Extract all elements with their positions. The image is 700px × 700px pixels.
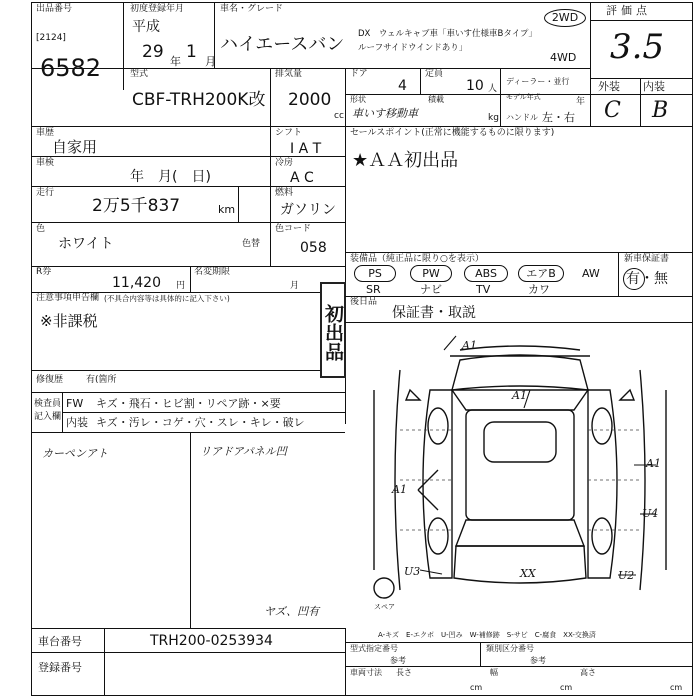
first-listing-stamp-text: 初出品: [322, 303, 344, 361]
model-year-unit: 年: [576, 97, 586, 107]
repair-label: 修復歴: [36, 375, 64, 385]
displacement: 2000: [288, 90, 332, 110]
category-label: 類別区分番号: [486, 644, 534, 653]
divider: [480, 642, 481, 666]
diag-a1-top: A1: [462, 339, 477, 352]
dim-width-label: 幅: [490, 668, 498, 677]
divider: [62, 412, 345, 413]
chassis-no: TRH200-0253934: [150, 633, 273, 649]
reg-no-label: 登録番号: [38, 661, 82, 674]
hand-note-2: リアドアパネル凹: [200, 445, 287, 458]
lot-no: 6582: [40, 54, 102, 82]
divider: [590, 94, 693, 95]
grade-line2: ルーフサイドウインドあり」: [358, 43, 468, 53]
usage: 自家用: [52, 138, 98, 156]
divider: [31, 266, 345, 267]
interior-grade: B: [652, 98, 669, 123]
equip-sr: SR: [366, 283, 381, 296]
divider: [104, 628, 105, 696]
capacity-label: 定員: [425, 69, 444, 79]
sales-point: ★ＡＡ初出品: [352, 150, 459, 171]
insp-fw-items: キズ・飛石・ヒビ割・リペア跡・×要: [96, 397, 281, 410]
model-year-label: モデル年式: [506, 93, 541, 101]
hand-note-1: カーペンアト: [42, 447, 108, 460]
divider: [31, 126, 693, 127]
cm-unit-2: cm: [560, 683, 573, 692]
equip-pw: [410, 265, 452, 282]
warranty-yes-circle: [623, 268, 645, 290]
era: 平成: [132, 19, 160, 35]
divider: [590, 78, 693, 79]
dealer-label: ディーラー・並行: [506, 77, 570, 86]
insp-in: 内装: [66, 416, 88, 429]
divider: [345, 642, 693, 643]
diag-u3: U3: [404, 565, 421, 578]
ref-label-2: 参考: [530, 656, 546, 665]
car-name: ハイエースバン: [220, 34, 345, 55]
diag-u2: U2: [618, 569, 635, 582]
dim-height-label: 高さ: [580, 668, 596, 677]
divider: [214, 2, 215, 68]
divider: [31, 370, 320, 371]
divider: [270, 126, 271, 266]
year-unit: 年: [170, 55, 181, 68]
exterior-label: 外装: [598, 80, 620, 93]
drive-2wd-circled: [544, 9, 586, 27]
divider: [345, 628, 346, 696]
ac: A C: [290, 170, 314, 186]
lot-no-label: 出品番号: [36, 4, 73, 14]
warranty-value: 有・無: [626, 271, 668, 287]
divider: [345, 94, 590, 95]
mileage: 2万5千837: [92, 196, 181, 216]
interior-label: 内装: [643, 80, 665, 93]
equip-tv: TV: [476, 283, 491, 296]
color-code: 058: [300, 240, 327, 256]
diag-a1-hood: A1: [512, 389, 527, 402]
equipment-label: 装備品（純正品に限り○を表示）: [350, 254, 484, 264]
divider: [31, 186, 345, 187]
displacement-label: 排気量: [275, 69, 303, 79]
cc-unit: cc: [334, 111, 344, 121]
divider: [270, 68, 271, 126]
cm-unit-3: cm: [670, 683, 683, 692]
equip-navi: ナビ: [420, 283, 442, 296]
hand-note-3: ヤズ、凹有: [264, 605, 320, 618]
rating-label: 評価点: [606, 4, 651, 17]
mileage-label: 走行: [36, 188, 55, 198]
shape-label: 形状: [350, 95, 366, 104]
doors: 4: [398, 78, 407, 94]
exterior-grade: C: [604, 98, 621, 123]
divider: [31, 156, 345, 157]
diag-u4: U4: [642, 507, 659, 520]
repair-value: 有(箇所: [86, 375, 117, 385]
title-expiry-label: 名変期限: [194, 267, 231, 277]
color: ホワイト: [58, 236, 114, 252]
fuel-label: 燃料: [275, 188, 294, 198]
divider: [31, 432, 345, 433]
divider: [345, 252, 693, 253]
grade-line1: DX ウェルキャブ車「車いす仕様車Bタイプ」: [358, 29, 537, 39]
type-label: 型式: [130, 69, 149, 79]
diag-xx: XX: [520, 567, 536, 580]
cm-unit-1: cm: [470, 683, 483, 692]
divider: [345, 296, 693, 297]
capacity: 10: [466, 78, 484, 94]
equip-ps: [354, 265, 396, 282]
equip-leather: カワ: [528, 283, 550, 296]
handle-value: 左・右: [542, 111, 575, 124]
divider: [31, 222, 345, 223]
divider: [31, 652, 345, 653]
first-reg-label: 初度登録年月: [130, 4, 185, 14]
load-label: 積載: [428, 95, 444, 104]
damage-legend: A-キズ E-エクボ U-凹み W-補修跡 S-サビ C-腐食 XX-交換済: [378, 631, 596, 639]
color-code-label: 色コード: [275, 224, 312, 234]
body-dim-label: 車両寸法: [350, 668, 382, 677]
divider: [618, 252, 619, 296]
divider: [123, 2, 124, 90]
equip-pw-label: PW: [422, 267, 440, 280]
divider: [640, 78, 641, 126]
divider: [31, 68, 590, 69]
diag-a1-right: A1: [646, 457, 661, 470]
divider: [31, 392, 345, 393]
model-code: CBF-TRH200K改: [132, 90, 266, 110]
recycle-amount: 11,420: [112, 275, 161, 291]
drive-4wd: 4WD: [550, 51, 577, 64]
load-unit: kg: [488, 113, 499, 123]
reg-month: 1: [186, 42, 197, 62]
shape: 車いす移動車: [352, 107, 418, 120]
insp-fw: FW: [66, 397, 84, 410]
inspection-label: 車検: [36, 158, 55, 168]
chassis-label: 車台番号: [38, 635, 82, 648]
insp-in-items: キズ・汚レ・コゲ・穴・スレ・キレ・破レ: [96, 416, 305, 429]
divider: [190, 266, 191, 292]
dim-length-label: 長さ: [396, 668, 412, 677]
inspector-label: 検査員記入欄: [34, 399, 62, 422]
divider: [420, 68, 421, 94]
notes-value: ※非課税: [40, 312, 98, 330]
km-unit: km: [218, 203, 236, 216]
fuel: ガソリン: [280, 202, 336, 218]
equip-abs-label: ABS: [475, 267, 497, 280]
recycle-label: R券: [36, 267, 52, 277]
equip-aw: AW: [582, 267, 600, 280]
month-unit: 月: [205, 55, 216, 68]
equip-abs: [464, 265, 508, 282]
divider: [500, 68, 501, 126]
first-listing-stamp: [320, 282, 346, 378]
rating: 3.5: [610, 27, 665, 67]
divider: [345, 322, 693, 323]
equip-airbag-label: エアB: [526, 267, 556, 280]
divider: [190, 432, 191, 628]
docs-label: 後日品: [350, 297, 378, 307]
sales-point-label: セールスポイント(正常に機能するものに限ります): [350, 128, 555, 138]
divider: [238, 186, 239, 222]
inspection-value: 年 月( 日): [130, 169, 211, 185]
doors-label: ドア: [350, 69, 368, 79]
notes-note: (不具合内容等は具体的に記入下さい): [104, 294, 230, 303]
diag-a1-left: A1: [392, 483, 407, 496]
divider: [345, 68, 346, 126]
spec-change-label: 型式指定番号: [350, 644, 398, 653]
divider: [590, 20, 693, 21]
shift-label: シフト: [275, 128, 303, 138]
equip-ps-label: PS: [368, 267, 382, 280]
warranty-label: 新車保証書: [624, 254, 670, 264]
model-label: 車名・グレード: [220, 4, 284, 14]
capacity-unit: 人: [488, 84, 498, 94]
yen-unit: 円: [176, 281, 186, 291]
drive-2wd: 2WD: [551, 11, 579, 24]
ac-label: 冷房: [275, 158, 294, 168]
handle-label: ハンドル: [506, 113, 538, 122]
color-label: 色: [36, 224, 46, 234]
equip-airbag: [518, 265, 564, 282]
shift: I A T: [290, 141, 322, 157]
spare-label: スペア: [374, 603, 395, 611]
divider: [345, 666, 693, 667]
divider: [31, 628, 345, 629]
divider: [345, 126, 346, 424]
title-expiry-unit: 月: [290, 281, 300, 291]
docs-value: 保証書・取説: [392, 305, 476, 321]
auction-code: [2124]: [36, 33, 66, 43]
usage-label: 車歴: [36, 128, 55, 138]
notes-label: 注意事項申告欄: [36, 293, 100, 303]
color-change-label: 色替: [242, 239, 261, 249]
ref-label-1: 参考: [390, 656, 406, 665]
reg-year: 29: [142, 42, 164, 62]
